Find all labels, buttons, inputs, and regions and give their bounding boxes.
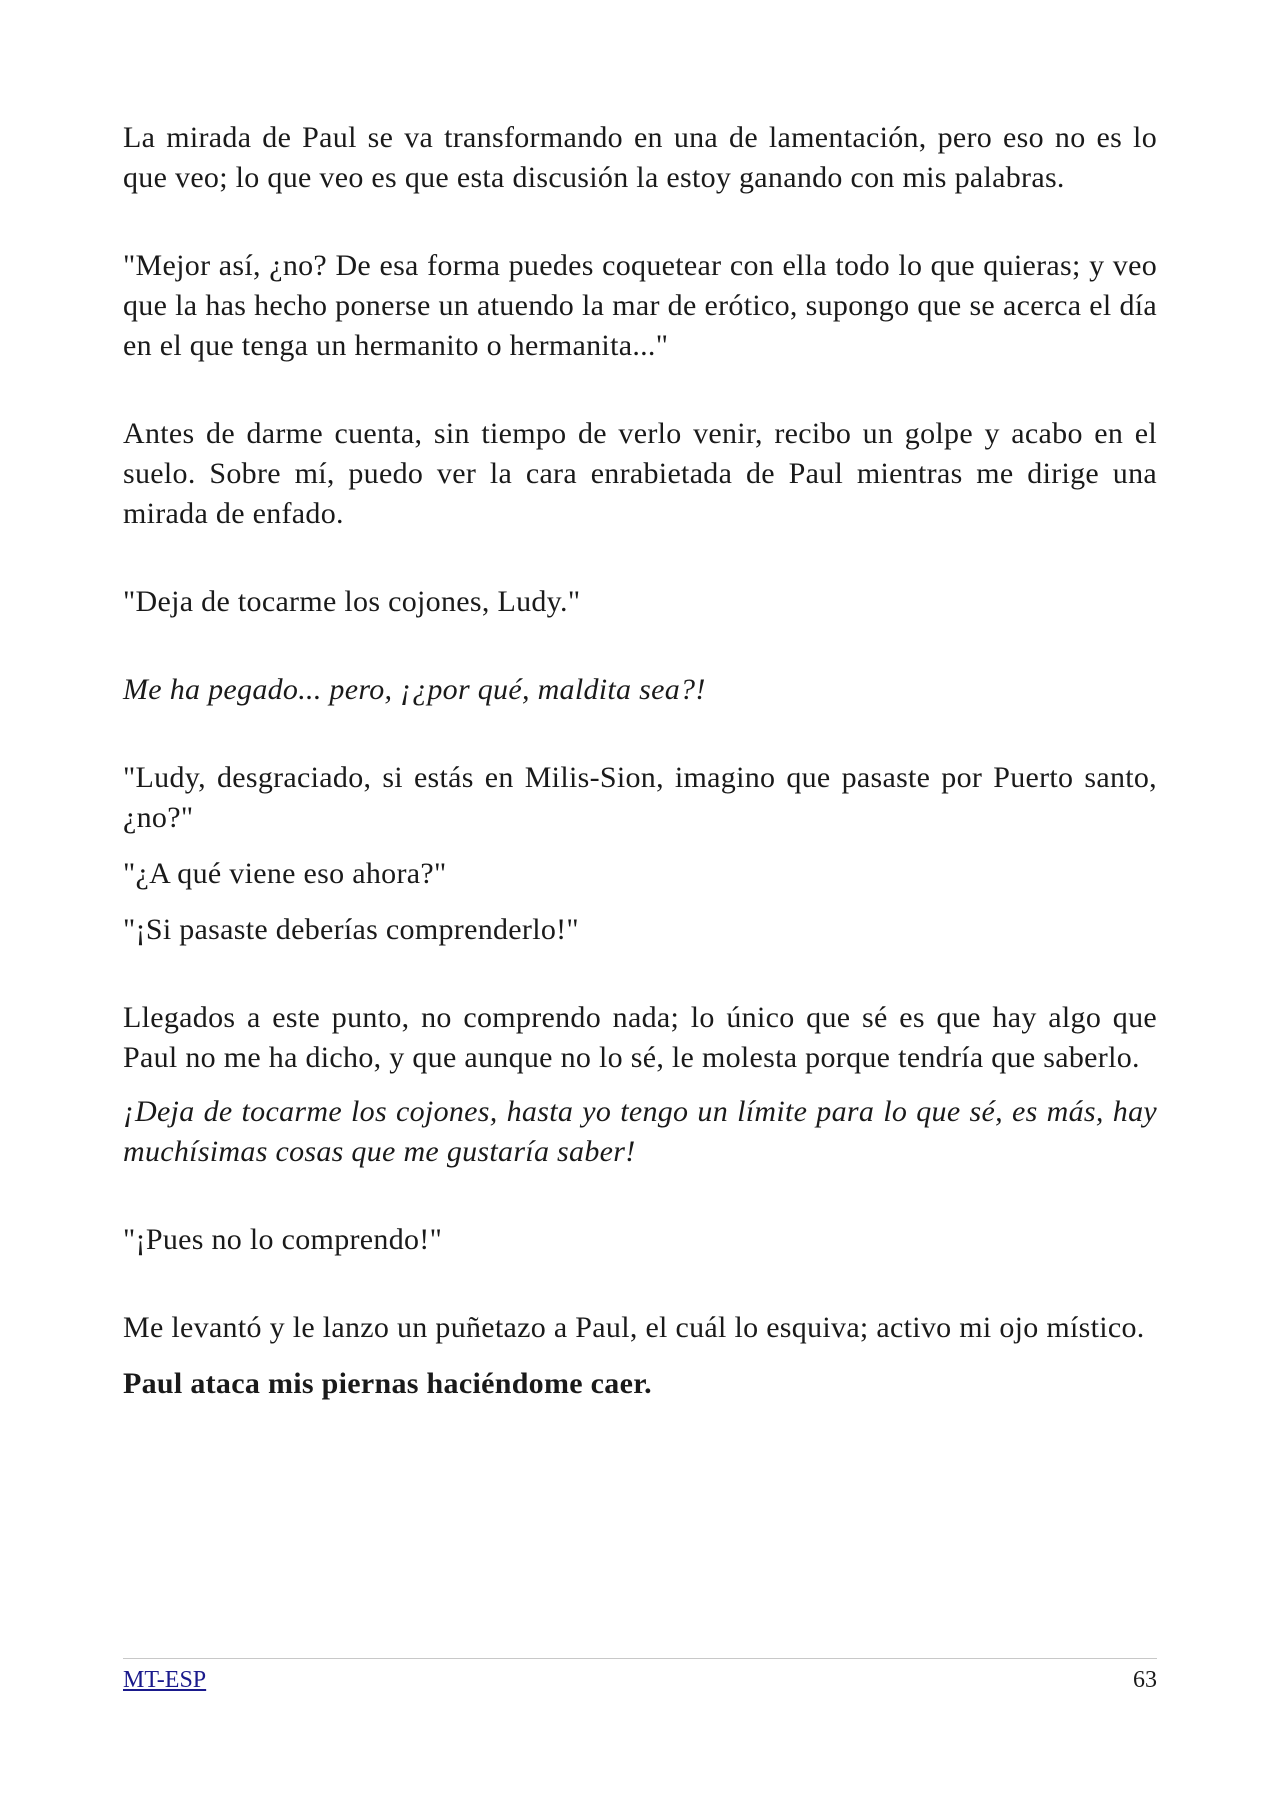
paragraph-6: "Ludy, desgraciado, si estás en Milis-Sion, imagino que pasaste por Puerto santo, ¿no?" — [123, 761, 1157, 834]
paragraph-10-thought: ¡Deja de tocarme los cojones, hasta yo tengo un límite para lo que sé, es más, hay muchísimas cosas que me gustaría saber! — [123, 1095, 1157, 1168]
paragraph-8: "¡Si pasaste deberías comprenderlo!" — [123, 913, 579, 946]
paragraph-5-thought: Me ha pegado... pero, ¡¿por qué, maldita sea?! — [123, 673, 706, 706]
paragraph-12: Me levantó y le lanzo un puñetazo a Paul, el cuál lo esquiva; activo mi ojo místico. — [123, 1311, 1145, 1344]
paragraph-11: "¡Pues no lo comprendo!" — [123, 1223, 443, 1256]
page-body — [123, 118, 1157, 1404]
paragraph-4: "Deja de tocarme los cojones, Ludy." — [123, 585, 581, 618]
page-footer — [123, 1658, 1157, 1697]
page-number: 63 — [1133, 1667, 1157, 1693]
paragraph-9: Llegados a este punto, no comprendo nada; lo único que sé es que hay algo que Paul no me ha dicho, y que aunque no lo sé, le molesta porque tendría que saberlo. — [123, 1001, 1157, 1074]
footer-link-mt-esp[interactable]: MT-ESP — [123, 1667, 207, 1693]
paragraph-2: "Mejor así, ¿no? De esa forma puedes coquetear con ella todo lo que quieras; y veo que la has hecho ponerse un atuendo la mar de erótico, supongo que se acerca el día en el que tenga un hermanito o hermanita..." — [123, 249, 1157, 362]
paragraph-7: "¿A qué viene eso ahora?" — [123, 857, 447, 890]
paragraph-3: Antes de darme cuenta, sin tiempo de verlo venir, recibo un golpe y acabo en el suelo. Sobre mí, puedo ver la cara enrabietada de Paul mientras me dirige una mirada de enfado. — [123, 417, 1157, 530]
paragraph-1: La mirada de Paul se va transformando en una de lamentación, pero eso no es lo que veo; lo que veo es que esta discusión la estoy ganando con mis palabras. — [123, 121, 1157, 194]
paragraph-13-action: Paul ataca mis piernas haciéndome caer. — [123, 1367, 652, 1400]
